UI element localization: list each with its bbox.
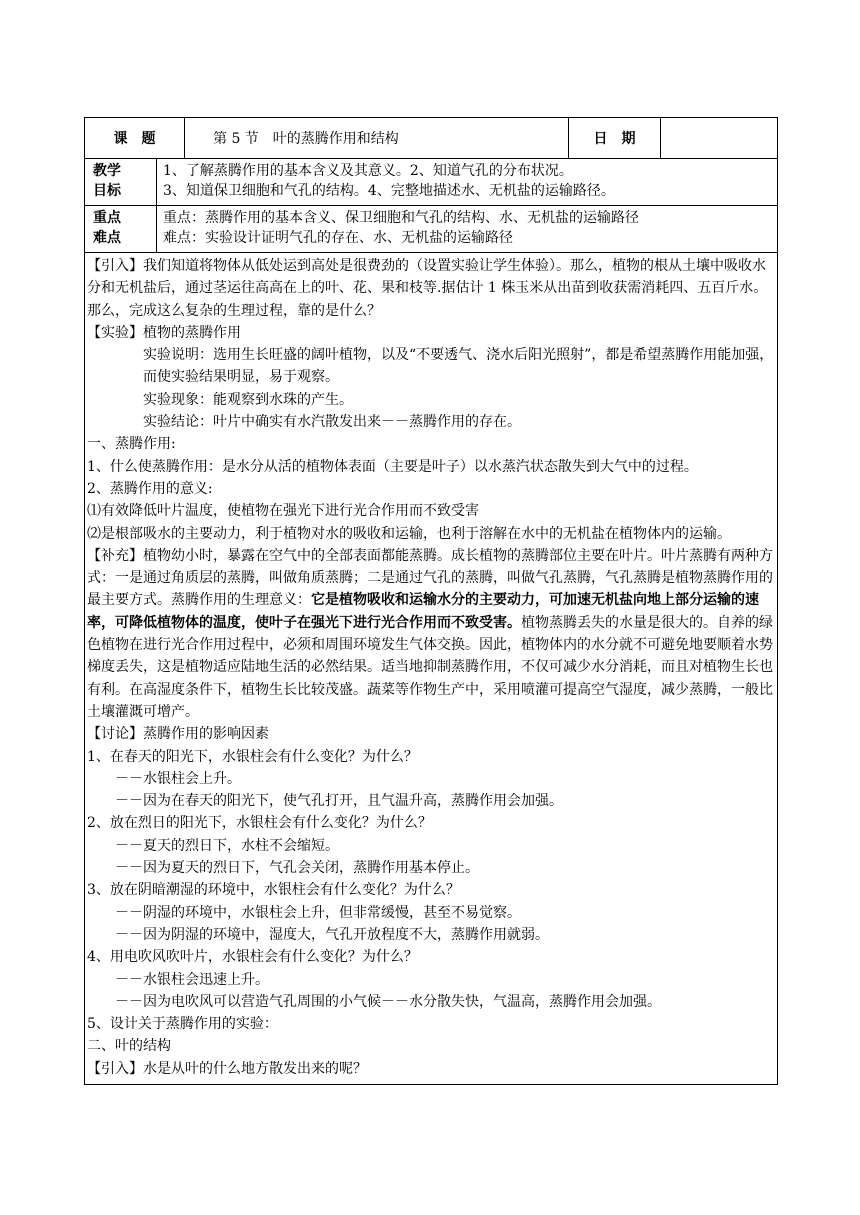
goals-line-2: 3、知道保卫细胞和气孔的结构。4、完整地描述水、无机盐的运输路径。 <box>163 183 615 199</box>
focus-label-1: 重点 <box>93 210 121 226</box>
discussion-tag: 【讨论】 <box>87 726 143 743</box>
intro-text: 我们知道将物体从低处运到高处是很费劲的（设置实验让学生体验）。那么，植物的根从土壤中吸收水分和无机盐后，通过茎运往高高在上的叶、花、果和枝等.据估计 1 株玉米从出苗到收获需消耗四、五百斤水。那么，完成这么复杂的生理过程，靠的是什么？ <box>87 258 768 319</box>
discussion-question-4: 4、用电吹风吹叶片，水银柱会有什么变化？为什么？ <box>87 949 418 966</box>
focus-line-1: 重点：蒸腾作用的基本含义、保卫细胞和气孔的结构、水、无机盐的运输路径 <box>163 210 639 226</box>
body-row <box>85 253 777 1084</box>
intro-paragraph <box>87 255 775 322</box>
experiment-heading <box>87 322 775 344</box>
goals-line-1: 1、了解蒸腾作用的基本含义及其意义。2、知道气孔的分布状况。 <box>163 163 573 179</box>
date-label-text: 日 期 <box>593 131 636 147</box>
goals-row <box>85 159 777 206</box>
date-label <box>569 118 661 158</box>
topic-label-text: 课 题 <box>113 131 156 147</box>
section-2-title: 二、叶的结构 <box>87 1038 171 1055</box>
supplement-bold-text: 它是植物吸收和运输水分的主要动力，可加速无机盐向地上部分运输的速率，可降低植物体的温度，使叶子在强光下进行光合作用而不致受害。 <box>87 592 759 631</box>
focus-row <box>85 206 777 253</box>
discussion-answer-2b: －－因为夏天的烈日下，气孔会关闭，蒸腾作用基本停止。 <box>115 860 479 877</box>
focus-content <box>157 206 777 252</box>
focus-line-2: 难点：实验设计证明气孔的存在、水、无机盐的运输路径 <box>163 230 513 246</box>
lesson-body <box>85 253 777 1084</box>
title-row <box>85 118 777 159</box>
experiment-tag: 【实验】 <box>87 324 143 341</box>
intro-2-paragraph <box>87 1058 775 1080</box>
section-1-title: 一、蒸腾作用: <box>87 436 176 453</box>
intro-2-tag: 【引入】 <box>87 1060 143 1077</box>
goals-label <box>85 159 157 205</box>
supplement-tag: 【补充】 <box>87 547 143 564</box>
discussion-answer-4b: －－因为电吹风可以营造气孔周围的小气候－－水分散失快，气温高，蒸腾作用会加强。 <box>115 993 661 1010</box>
meaning-1: ⑴有效降低叶片温度，使植物在强光下进行光合作用而不致受害 <box>87 503 479 520</box>
date-value <box>661 118 777 158</box>
supplement-text-1: 植物幼小时，暴露在空气中的全部表面都能蒸腾。成长植物的蒸腾部位主要在叶片。叶片蒸腾有两种方式：一是通过角质层的蒸腾，叫做角质蒸腾；二是通过气孔的蒸腾，叫做气孔蒸腾，气孔蒸腾是植物蒸腾作用的最主要方式。蒸腾作用的生理意义： <box>87 547 773 609</box>
section-1-item-2: 2、蒸腾作用的意义: <box>87 480 213 497</box>
discussion-question-3: 3、放在阴暗潮湿的环境中，水银柱会有什么变化？为什么？ <box>87 882 460 899</box>
topic-label <box>85 118 185 158</box>
discussion-answer-3a: －－阴湿的环境中，水银柱会上升，但非常缓慢，甚至不易觉察。 <box>115 904 521 921</box>
discussion-answer-3b: －－因为阴湿的环境中，湿度大，气孔开放程度不大，蒸腾作用就弱。 <box>115 926 549 943</box>
discussion-answer-4a: －－水银柱会迅速上升。 <box>115 971 269 988</box>
topic-value <box>185 118 569 158</box>
experiment-conclusion: 实验结论：叶片中确实有水汽散发出来－－蒸腾作用的存在。 <box>143 414 521 431</box>
goals-content <box>157 159 777 205</box>
discussion-answer-1b: －－因为在春天的阳光下，使气孔打开，且气温升高，蒸腾作用会加强。 <box>115 793 563 810</box>
intro-tag: 【引入】 <box>87 258 143 274</box>
experiment-description <box>87 344 775 389</box>
goals-label-2: 目标 <box>93 183 121 199</box>
meaning-2: ⑵是根部吸水的主要动力，利于植物对水的吸收和运输，也利于溶解在水中的无机盐在植物体内的运输。 <box>87 525 731 542</box>
intro-2-text: 水是从叶的什么地方散发出来的呢？ <box>143 1060 367 1077</box>
discussion-question-1: 1、在春天的阳光下，水银柱会有什么变化？为什么？ <box>87 748 418 765</box>
supplement-paragraph <box>87 545 775 723</box>
discussion-title: 蒸腾作用的影响因素 <box>143 726 269 743</box>
discussion-answer-1a: －－水银柱会上升。 <box>115 770 241 787</box>
topic-value-text: 第 5 节 叶的蒸腾作用和结构 <box>213 131 399 147</box>
focus-label <box>85 206 157 252</box>
goals-label-1: 教学 <box>93 163 121 179</box>
discussion-question-2: 2、放在烈日的阳光下，水银柱会有什么变化？为什么？ <box>87 815 432 832</box>
section-1-item-1: 1、什么使蒸腾作用：是水分从活的植物体表面（主要是叶子）以水蒸汽状态散失到大气中的过程。 <box>87 458 698 475</box>
lesson-plan-table <box>84 117 778 1085</box>
focus-label-2: 难点 <box>93 230 121 246</box>
experiment-phenomenon: 实验现象：能观察到水珠的产生。 <box>143 391 353 408</box>
discussion-answer-2a: －－夏天的烈日下，水柱不会缩短。 <box>115 837 339 854</box>
experiment-title: 植物的蒸腾作用 <box>143 324 241 341</box>
discussion-question-5: 5、设计关于蒸腾作用的实验： <box>87 1016 278 1033</box>
discussion-heading <box>87 723 775 745</box>
supplement-text-2: 植物蒸腾丢失的水量是很大的。自养的绿色植物在进行光合作用过程中，必须和周围环境发生气体交换。因此，植物体内的水分就不可避免地要顺着水势梯度丢失，这是植物适应陆地生活的必然结果。适当地抑制蒸腾作用，不仅可减少水分消耗，而且对植物生长也有利。在高湿度条件下，植物生长比较茂盛。蔬菜等作物生产中，采用喷灌可提高空气湿度，减少蒸腾，一般比土壤灌溉可增产。 <box>87 614 773 720</box>
experiment-description-text: 实验说明：选用生长旺盛的阔叶植物，以及“不要透气、浇水后阳光照射”，都是希望蒸腾作用能加强，而使实验结果明显，易于观察。 <box>143 347 774 386</box>
